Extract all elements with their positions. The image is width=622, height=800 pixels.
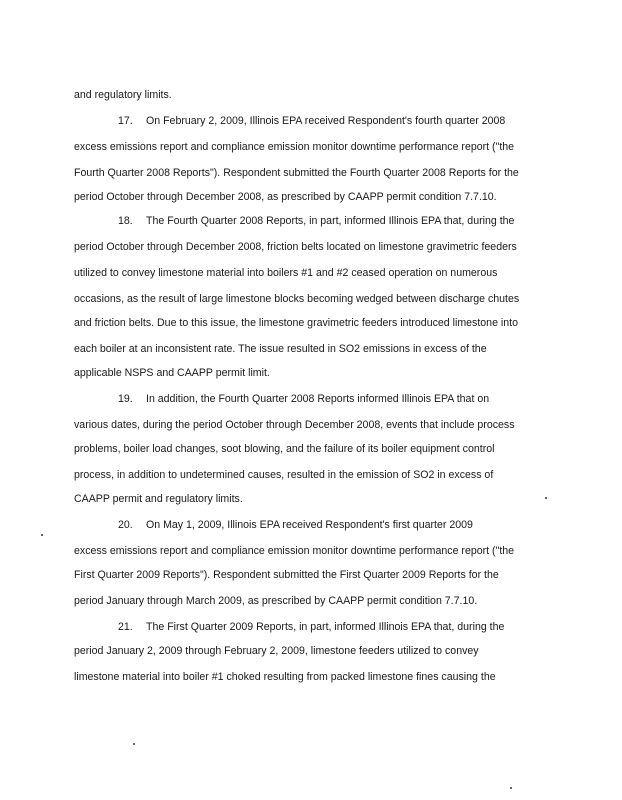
- paragraph-line: problems, boiler load changes, soot blowing, and the failure of its boiler equipment control: [74, 443, 495, 455]
- paragraph-number: 18.: [118, 215, 133, 227]
- paragraph-line: excess emissions report and compliance emission monitor downtime performance report ("the: [74, 141, 515, 153]
- paragraph-line: excess emissions report and compliance emission monitor downtime performance report ("the: [74, 545, 515, 557]
- paragraph-first-line: The First Quarter 2009 Reports, in part, informed Illinois EPA that, during the: [146, 621, 505, 633]
- paragraph-line: utilized to convey limestone material into boilers #1 and #2 ceased operation on numerous: [74, 267, 498, 279]
- paragraph-line: period January through March 2009, as prescribed by CAAPP permit condition 7.7.10.: [74, 595, 478, 607]
- paragraph-line: CAAPP permit and regulatory limits.: [74, 493, 243, 505]
- paragraph-number: 19.: [118, 393, 133, 405]
- paragraph-line: period October through December 2008, as prescribed by CAAPP permit condition 7.7.10.: [74, 191, 497, 203]
- scan-speck: [545, 497, 547, 499]
- paragraph-first-line: In addition, the Fourth Quarter 2008 Reports informed Illinois EPA that on: [146, 393, 490, 405]
- paragraph-line: applicable NSPS and CAAPP permit limit.: [74, 367, 270, 379]
- paragraph-first-line: The Fourth Quarter 2008 Reports, in part, informed Illinois EPA that, during the: [146, 215, 515, 227]
- paragraph-number: 21.: [118, 621, 133, 633]
- scan-speck: [510, 787, 512, 789]
- paragraph-line: process, in addition to undetermined causes, resulted in the emission of SO2 in excess of: [74, 469, 494, 481]
- paragraph-line: and friction belts. Due to this issue, the limestone gravimetric feeders introduced limestone into: [74, 317, 518, 329]
- paragraph-number: 17.: [118, 115, 133, 127]
- opening-line: and regulatory limits.: [74, 89, 172, 101]
- scan-speck: [133, 743, 135, 745]
- paragraph-number: 20.: [118, 519, 133, 531]
- paragraph-line: limestone material into boiler #1 choked resulting from packed limestone fines causing the: [74, 671, 496, 683]
- paragraph-line: period October through December 2008, friction belts located on limestone gravimetric feeders: [74, 241, 517, 253]
- paragraph-line: various dates, during the period October through December 2008, events that include process: [74, 419, 515, 431]
- paragraph-line: occasions, as the result of large limestone blocks becoming wedged between discharge chutes: [74, 293, 520, 305]
- paragraph-line: period January 2, 2009 through February 2, 2009, limestone feeders utilized to convey: [74, 645, 479, 657]
- paragraph-line: each boiler at an inconsistent rate. The issue resulted in SO2 emissions in excess of the: [74, 343, 487, 355]
- paragraph-first-line: On February 2, 2009, Illinois EPA received Respondent's fourth quarter 2008: [146, 115, 506, 127]
- paragraph-line: First Quarter 2009 Reports"). Respondent submitted the First Quarter 2009 Reports for the: [74, 569, 499, 581]
- paragraph-line: Fourth Quarter 2008 Reports"). Respondent submitted the Fourth Quarter 2008 Reports for the: [74, 167, 519, 179]
- scan-speck: [41, 534, 43, 536]
- paragraph-first-line: On May 1, 2009, Illinois EPA received Respondent's first quarter 2009: [146, 519, 473, 531]
